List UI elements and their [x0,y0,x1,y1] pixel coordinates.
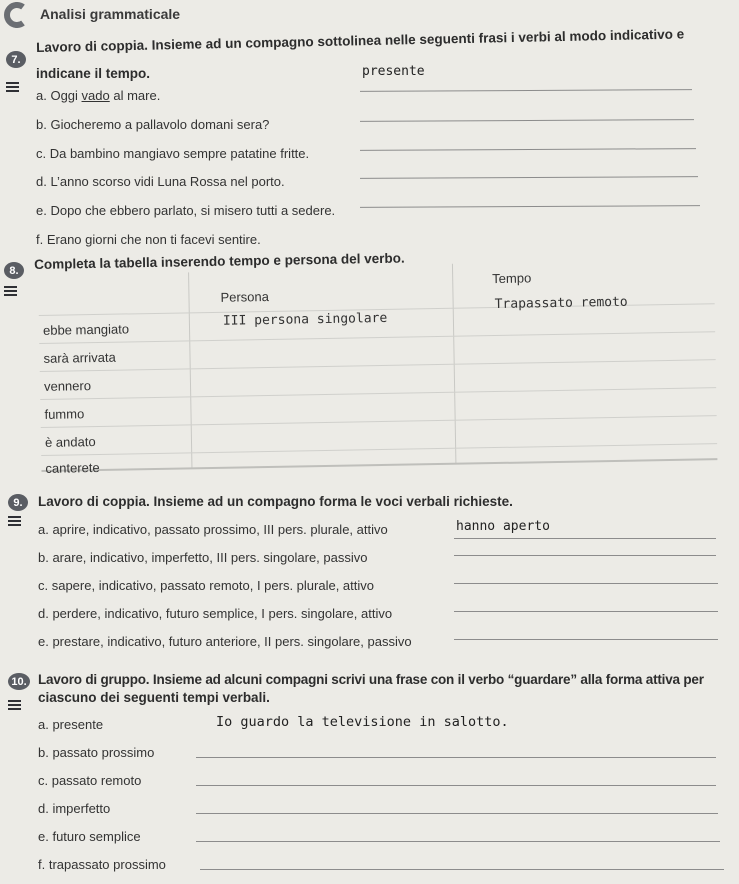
answer-line-f[interactable] [200,869,724,870]
exercise-9-item-d: d. perdere, indicativo, futuro semplice, I pers. singolare, attivo [38,606,393,621]
written-exercise-icon [6,82,19,94]
underlined-verb: vado [81,88,110,103]
section-title: Analisi grammaticale [40,6,181,22]
item-a-label: a. Oggi [36,88,82,103]
exercise-10-item-c: c. passato remoto [38,773,142,788]
written-exercise-icon [8,516,21,528]
exercise-9-instruction: Lavoro di coppia. Insieme ad un compagno forma le voci verbali richieste. [38,494,513,509]
column-header-tempo: Tempo [492,270,532,287]
exercise-7-item-d: d. L’anno scorso vidi Luna Rossa nel porto. [36,174,285,189]
table-divider [188,272,192,468]
exercise-10-item-e: e. futuro semplice [38,829,141,844]
table-divider [41,443,717,456]
exercise-7-answer-a[interactable]: presente [362,64,425,79]
exercise-10-answer-a[interactable]: Io guardo la televisione in salotto. [216,714,509,730]
column-header-persona: Persona [220,288,270,305]
answer-line-c[interactable] [454,583,718,584]
verb-table [38,259,717,476]
table-row-verb: fummo [44,406,85,422]
written-exercise-icon [4,286,17,298]
exercise-7-item-c: c. Da bambino mangiavo sempre patatine fritte. [36,146,310,161]
answer-line-e[interactable] [454,639,718,640]
table-row-verb: canterete [45,459,100,476]
exercise-10-item-d: d. imperfetto [38,801,111,816]
exercise-8-instruction: Completa la tabella inserendo tempo e persona del verbo. [34,250,405,272]
answer-line-a [360,89,692,92]
exercise-9-item-b: b. arare, indicativo, imperfetto, III pers. singolare, passivo [38,550,368,565]
table-row-verb: è andato [44,434,96,450]
table-divider [40,359,716,372]
exercise-10-item-f: f. trapassato prossimo [38,857,166,872]
table-divider [41,458,717,472]
table-row-verb: ebbe mangiato [42,321,130,338]
section-c-badge-icon [4,2,28,28]
exercise-8-number: 8. [4,262,24,279]
table-row-persona[interactable]: III persona singolare [222,310,388,329]
exercise-10-instruction-line2: ciascuno dei seguenti tempi verbali. [38,690,270,705]
table-row-tempo[interactable]: Trapassato remoto [494,294,628,313]
answer-line-b[interactable] [360,119,694,122]
answer-line-e[interactable] [360,205,700,208]
exercise-10-item-b: b. passato prossimo [38,745,155,760]
table-row-verb: sarà arrivata [43,349,116,366]
exercise-10-item-a: a. presente [38,717,104,732]
exercise-7-number: 7. [6,51,26,68]
exercise-7-item-e: e. Dopo che ebbero parlato, si misero tutti a sedere. [36,203,336,218]
exercise-9-item-c: c. sapere, indicativo, passato remoto, I pers. plurale, attivo [38,578,375,593]
exercise-10-instruction-line1: Lavoro di gruppo. Insieme ad alcuni compagni scrivi una frase con il verbo “guardare” alla forma attiva per [38,672,704,687]
exercise-7-item-f: f. Erano giorni che non ti facevi sentire. [36,232,261,247]
exercise-10-number: 10. [8,673,30,690]
answer-line-d[interactable] [196,813,718,814]
exercise-7-instruction-line1: Lavoro di coppia. Insieme ad un compagno sottolinea nelle seguenti frasi i verbi al modo indicativo e [36,26,685,55]
answer-line-c[interactable] [196,785,716,786]
table-divider [39,331,715,344]
exercise-7-item-a [36,88,160,103]
exercise-9-number: 9. [8,494,28,511]
answer-line-b[interactable] [196,757,716,758]
exercise-7-instruction-line2: indicane il tempo. [36,66,151,81]
table-row-verb: vennero [43,378,92,394]
exercise-9-item-a: a. aprire, indicativo, passato prossimo, III pers. plurale, attivo [38,522,388,537]
answer-line-e[interactable] [196,841,720,842]
exercise-7-item-b: b. Giocheremo a pallavolo domani sera? [36,117,270,132]
answer-line-d[interactable] [454,611,718,612]
table-divider [40,387,716,400]
table-divider [41,415,717,428]
answer-line-b[interactable] [454,555,716,556]
answer-line-a [454,538,716,539]
written-exercise-icon [8,700,21,712]
answer-line-c[interactable] [360,148,696,151]
exercise-9-answer-a[interactable]: hanno aperto [456,519,550,534]
answer-line-d[interactable] [360,176,698,179]
exercise-9-item-e: e. prestare, indicativo, futuro anteriore, II pers. singolare, passivo [38,634,412,649]
item-a-rest: al mare. [109,88,161,103]
